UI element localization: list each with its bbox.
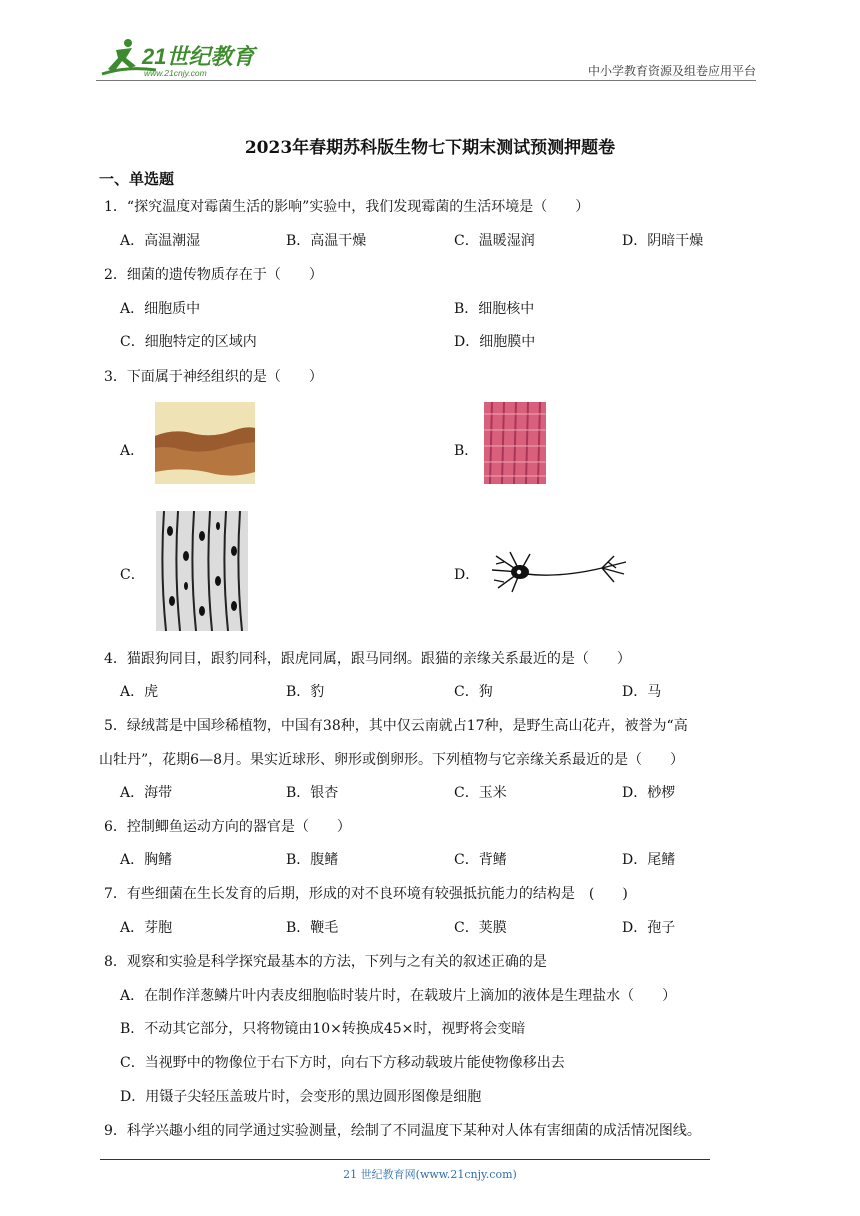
q5-option-b[interactable]: B．银杏 — [286, 785, 339, 801]
section-heading: 一、单选题 — [99, 170, 175, 188]
q7-option-d[interactable]: D．孢子 — [622, 920, 676, 936]
q6-option-d[interactable]: D．尾鳍 — [622, 852, 676, 868]
neuron-image — [490, 548, 632, 600]
q8-option-c[interactable]: C．当视野中的物像位于右下方时，向右下方移动载玻片能使物像移出去 — [120, 1055, 565, 1071]
site-logo — [96, 36, 266, 80]
q8-option-d[interactable]: D．用镊子尖轻压盖玻片时，会变形的黑边圆形图像是细胞 — [120, 1089, 482, 1105]
svg-text:www.21cnjy.com: www.21cnjy.com — [144, 68, 207, 78]
q3-option-b[interactable]: B． — [454, 443, 479, 459]
question-5-line-2: 山牡丹”，花期6—8月。果实近球形、卵形或倒卵形。下列植物与它亲缘关系最近的是（ ） — [99, 752, 684, 768]
q7-option-b[interactable]: B．鞭毛 — [286, 920, 339, 936]
q7-option-a[interactable]: A．芽胞 — [120, 920, 173, 936]
q1-option-a[interactable]: A．高温潮湿 — [120, 233, 201, 249]
q7-option-c[interactable]: C．荚膜 — [454, 920, 507, 936]
q3-option-d[interactable]: D． — [454, 567, 480, 583]
header-divider — [96, 80, 756, 81]
epithelial-tissue-image — [155, 402, 255, 488]
q6-option-b[interactable]: B．腹鳍 — [286, 852, 339, 868]
q1-option-b[interactable]: B．高温干燥 — [286, 233, 367, 249]
q2-option-d[interactable]: D．细胞膜中 — [454, 334, 536, 350]
question-8: 8．观察和实验是科学探究最基本的方法，下列与之有关的叙述正确的是 — [104, 954, 547, 970]
question-6: 6．控制鲫鱼运动方向的器官是（ ） — [104, 819, 351, 835]
q4-option-a[interactable]: A．虎 — [120, 684, 159, 700]
footer-link[interactable]: 21 世纪教育网(www.21cnjy.com) — [343, 1168, 517, 1181]
q2-option-b[interactable]: B．细胞核中 — [454, 301, 535, 317]
muscle-tissue-image — [482, 402, 548, 488]
q5-option-a[interactable]: A．海带 — [120, 785, 173, 801]
question-3: 3．下面属于神经组织的是（ ） — [104, 369, 323, 385]
q2-option-c[interactable]: C．细胞特定的区域内 — [120, 334, 257, 350]
q4-option-c[interactable]: C．狗 — [454, 684, 493, 700]
platform-name: 中小学教育资源及组卷应用平台 — [587, 64, 756, 78]
q6-option-a[interactable]: A．胸鳍 — [120, 852, 173, 868]
footer-divider — [100, 1159, 710, 1160]
q1-option-c[interactable]: C．温暖湿润 — [454, 233, 535, 249]
q3-option-c[interactable]: C． — [120, 567, 145, 583]
question-4: 4．猫跟狗同目，跟豹同科，跟虎同属，跟马同纲。跟猫的亲缘关系最近的是（ ） — [104, 651, 631, 667]
question-9: 9．科学兴趣小组的同学通过实验测量，绘制了不同温度下某种对人体有害细菌的成活情况图线。 — [104, 1123, 701, 1139]
q2-option-a[interactable]: A．细胞质中 — [120, 301, 201, 317]
q8-option-b[interactable]: B．不动其它部分，只将物镜由10×转换成45×时，视野将会变暗 — [120, 1021, 526, 1037]
q8-option-a[interactable]: A．在制作洋葱鳞片叶内表皮细胞临时装片时，在载玻片上滴加的液体是生理盐水（ ） — [120, 988, 677, 1004]
q4-option-d[interactable]: D．马 — [622, 684, 662, 700]
q1-option-d[interactable]: D．阴暗干燥 — [622, 233, 704, 249]
question-2: 2．细菌的遗传物质存在于（ ） — [104, 267, 323, 283]
q5-option-d[interactable]: D．桫椤 — [622, 785, 676, 801]
q5-option-c[interactable]: C．玉米 — [454, 785, 507, 801]
q4-option-b[interactable]: B．豹 — [286, 684, 325, 700]
bone-tissue-image — [156, 511, 248, 635]
question-5-line-1: 5．绿绒蒿是中国珍稀植物，中国有38种，其中仅云南就占17种，是野生高山花卉，被誉为“高 — [104, 718, 688, 734]
page-title: 2023年春期苏科版生物七下期末测试预测押题卷 — [244, 138, 616, 158]
q6-option-c[interactable]: C．背鳍 — [454, 852, 507, 868]
question-7: 7．有些细菌在生长发育的后期，形成的对不良环境有较强抵抗能力的结构是 ( ) — [104, 886, 628, 902]
svg-text:21世纪教育: 21世纪教育 — [142, 44, 255, 69]
question-1: 1．“探究温度对霉菌生活的影响”实验中，我们发现霉菌的生活环境是（ ） — [104, 199, 590, 215]
q3-option-a[interactable]: A． — [120, 443, 145, 459]
